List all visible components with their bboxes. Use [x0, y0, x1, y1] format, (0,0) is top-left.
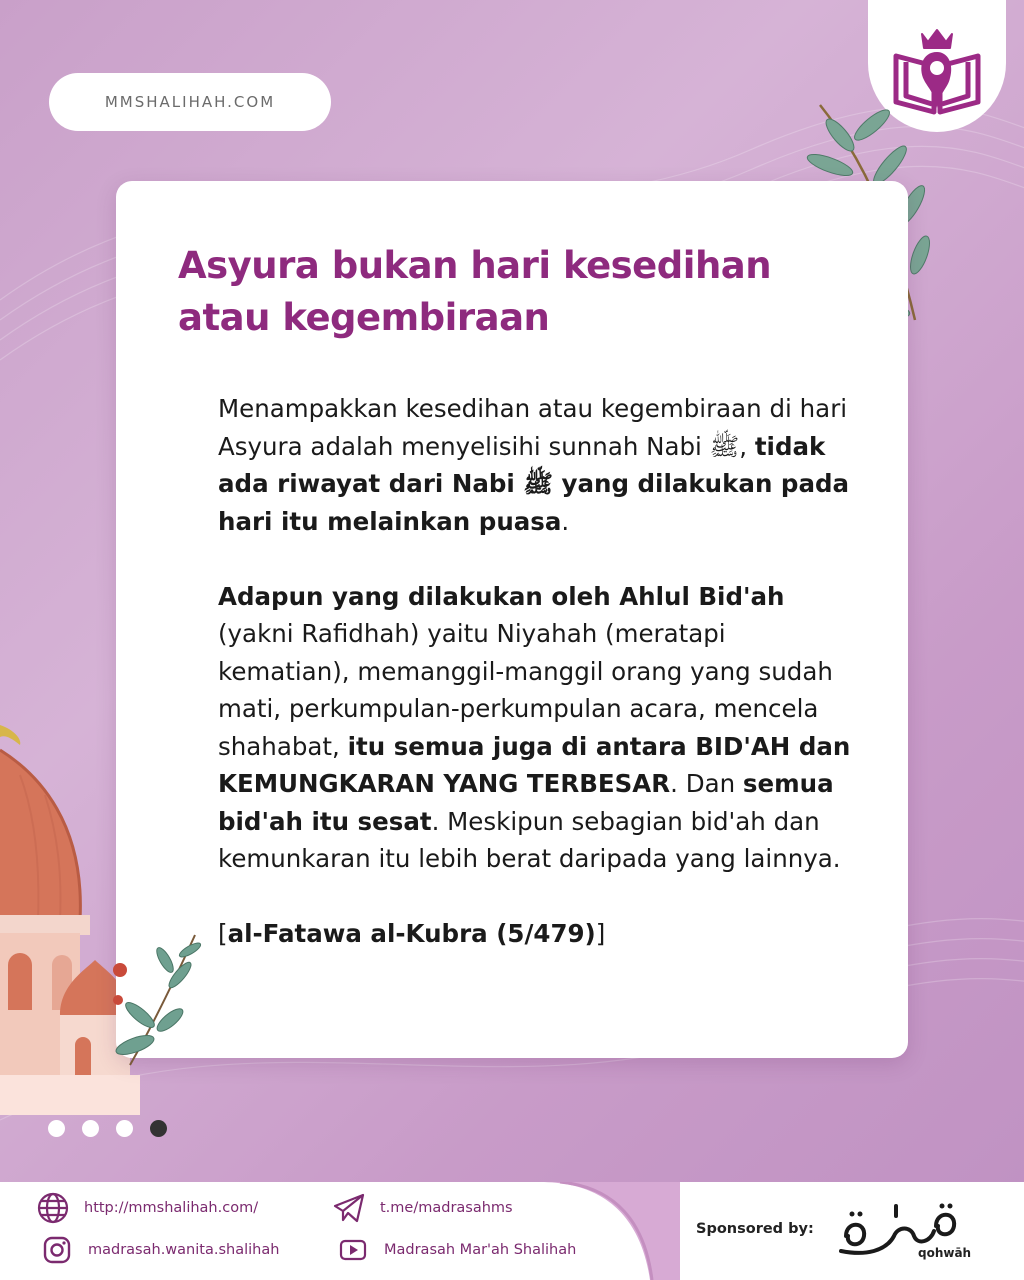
p2-bold-text-1: Adapun yang dilakukan oleh Ahlul Bid'ah: [218, 581, 785, 611]
sponsor-label: Sponsored by:: [696, 1221, 814, 1237]
instagram-text: madrasah.wanita.shalihah: [88, 1242, 280, 1258]
sponsor-name: qohwāh: [918, 1246, 972, 1260]
citation: [218, 915, 858, 953]
pagination-dots: [48, 1120, 167, 1137]
page-dot-1[interactable]: [48, 1120, 65, 1137]
citation-source: al-Fatawa al-Kubra (5/479): [227, 919, 596, 948]
paragraph-1: [218, 390, 858, 540]
p1-end-text: .: [561, 506, 570, 536]
p2-normal-text-2: . Dan: [670, 769, 743, 798]
p2-normal-text-3: . Meskipun sebagian bid'ah dan kemunkaran itu lebih berat daripada yang lainnya.: [218, 806, 841, 873]
instagram-icon: [40, 1233, 74, 1267]
youtube-text: Madrasah Mar'ah Shalihah: [384, 1242, 577, 1258]
citation-open-bracket: [: [218, 919, 228, 948]
footer-website-link[interactable]: [36, 1191, 258, 1225]
site-url-pill[interactable]: [49, 73, 331, 131]
page-dot-3[interactable]: [116, 1120, 133, 1137]
article-body: [218, 390, 858, 990]
youtube-icon: [336, 1233, 370, 1267]
citation-close-bracket: ]: [595, 919, 606, 948]
footer-telegram-link[interactable]: [332, 1191, 513, 1225]
p1-bold-text: tidak ada riwayat dari Nabi ﷺ yang dilakukan pada hari itu melainkan puasa: [218, 431, 850, 536]
leaf-sprig-decoration: [110, 930, 210, 1070]
website-text: http://mmshalihah.com/: [84, 1200, 259, 1216]
article-title: Asyura bukan hari kesedihan atau kegembiraan: [178, 244, 772, 339]
page-dot-2[interactable]: [82, 1120, 99, 1137]
p2-bold-text-3: semua bid'ah itu sesat: [218, 769, 834, 836]
telegram-icon: [332, 1191, 366, 1225]
footer-youtube-link[interactable]: [336, 1233, 576, 1267]
p2-normal-text-1: (yakni Rafidhah) yaitu Niyahah (meratapi kematian), memanggil-manggil orang yang sudah mati, perkumpulan-perkumpulan acara, mencela shahabat,: [218, 619, 833, 761]
footer-instagram-link[interactable]: [40, 1233, 279, 1267]
page-dot-4-active[interactable]: [150, 1120, 167, 1137]
telegram-text: t.me/madrasahms: [380, 1200, 513, 1216]
paragraph-2: [218, 578, 858, 878]
globe-icon: [36, 1191, 70, 1225]
p2-bold-text-2: itu semua juga di antara BID'AH dan KEMUNGKARAN YANG TERBESAR: [218, 731, 851, 798]
site-url-label: MMSHALIHAH.COM: [104, 93, 276, 111]
p1-normal-text: Menampakkan kesedihan atau kegembiraan di hari Asyura adalah menyelisihi sunnah Nabi ﷺ,: [218, 394, 848, 461]
